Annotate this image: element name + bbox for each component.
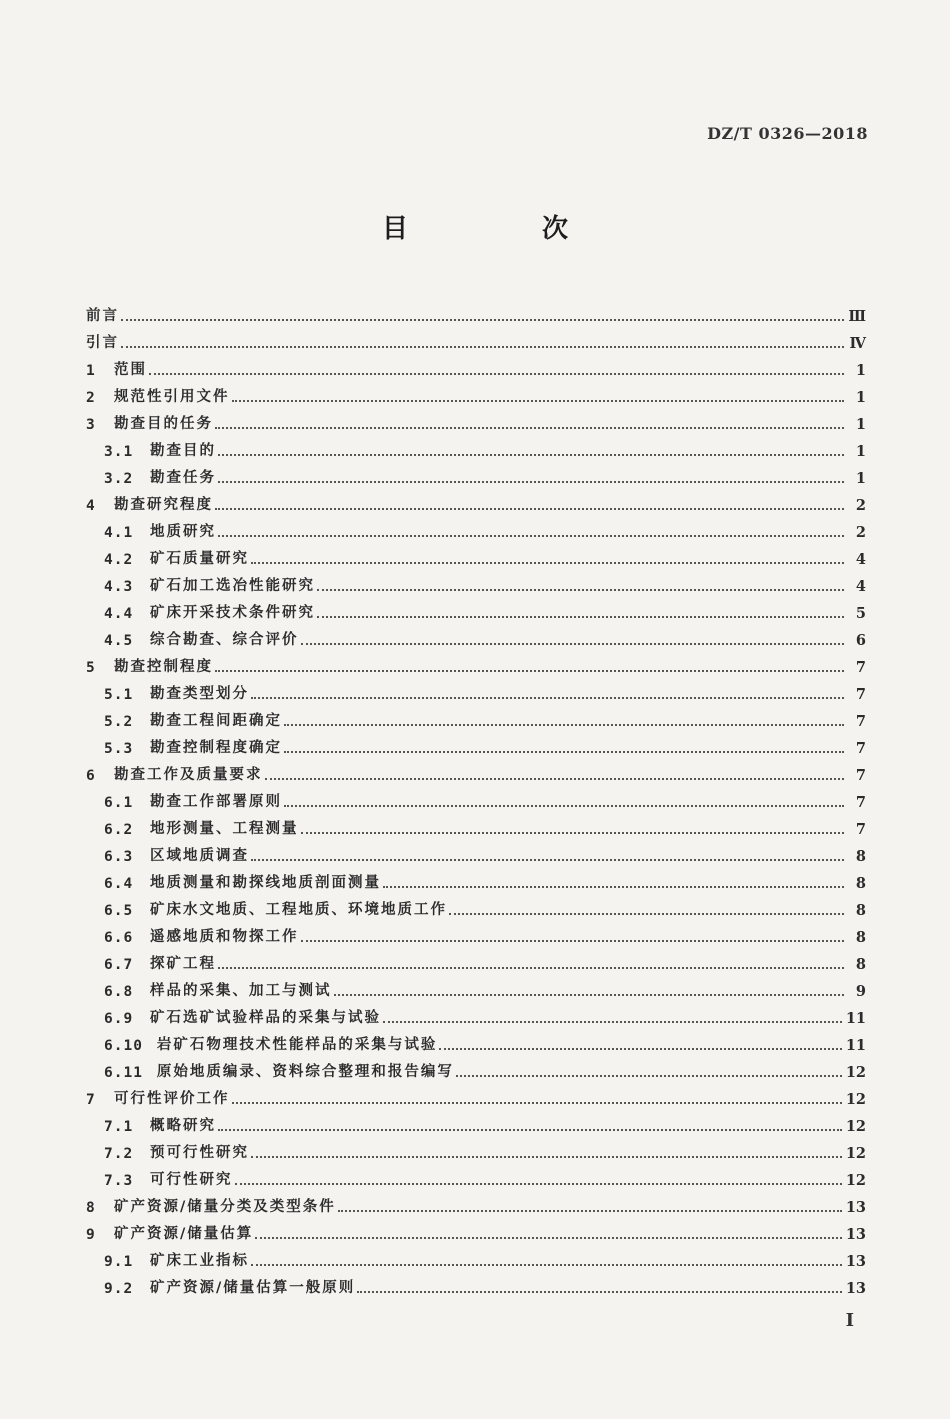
toc-entry-label: 矿产资源/储量分类及类型条件 bbox=[114, 1199, 336, 1215]
toc-dot-leader bbox=[383, 886, 844, 888]
toc-entry-label: 矿石选矿试验样品的采集与试验 bbox=[150, 1010, 381, 1026]
toc-entry[interactable] bbox=[86, 1270, 866, 1297]
toc-entry-number: 3 bbox=[86, 417, 96, 433]
toc-entry-number: 5.2 bbox=[104, 714, 134, 730]
toc-entry-number: 9 bbox=[86, 1227, 96, 1243]
toc-entry[interactable] bbox=[86, 433, 866, 460]
toc-entry-number: 7.2 bbox=[104, 1146, 134, 1162]
toc-entry[interactable] bbox=[86, 1162, 866, 1189]
toc-dot-leader bbox=[251, 859, 844, 861]
toc-entry-number: 8 bbox=[86, 1200, 96, 1216]
standard-code: DZ/T 0326—2018 bbox=[707, 124, 868, 143]
toc-dot-leader bbox=[265, 778, 845, 780]
toc-entry-page: 1 bbox=[855, 443, 866, 460]
toc-entry-number: 4.4 bbox=[104, 606, 134, 622]
toc-entry-label: 勘查研究程度 bbox=[114, 497, 213, 513]
toc-entry-number: 3.2 bbox=[104, 471, 134, 487]
toc-entry-number: 6.9 bbox=[104, 1011, 134, 1027]
toc-entry[interactable] bbox=[86, 784, 866, 811]
toc-entry-page: 12 bbox=[845, 1118, 866, 1135]
toc-entry-number: 4.2 bbox=[104, 552, 134, 568]
toc-dot-leader bbox=[317, 589, 844, 591]
toc-dot-leader bbox=[301, 940, 845, 942]
toc-entry-page: 4 bbox=[855, 551, 866, 568]
toc-entry-label: 矿石加工选冶性能研究 bbox=[150, 578, 315, 594]
toc-entry-number: 2 bbox=[86, 390, 96, 406]
toc-entry-label: 区域地质调查 bbox=[150, 848, 249, 864]
toc-entry-number: 4.3 bbox=[104, 579, 134, 595]
toc-entry-number: 7.1 bbox=[104, 1119, 134, 1135]
toc-entry-page: 7 bbox=[855, 821, 866, 838]
toc-entry-number: 7.3 bbox=[104, 1173, 134, 1189]
toc-entry-page: 7 bbox=[855, 767, 866, 784]
toc-dot-leader bbox=[456, 1075, 842, 1077]
toc-entry[interactable] bbox=[86, 622, 866, 649]
toc-entry-page: 13 bbox=[845, 1226, 866, 1243]
toc-entry-label: 勘查控制程度 bbox=[114, 659, 213, 675]
toc-dot-leader bbox=[338, 1210, 842, 1212]
toc-dot-leader bbox=[251, 1156, 842, 1158]
toc-dot-leader bbox=[301, 643, 845, 645]
toc-entry-page: 7 bbox=[855, 713, 866, 730]
toc-entry-label: 综合勘查、综合评价 bbox=[150, 632, 299, 648]
toc-entry-page: 7 bbox=[855, 659, 866, 676]
toc-entry[interactable] bbox=[86, 406, 866, 433]
page-number: Ⅰ bbox=[845, 1310, 854, 1331]
toc-list bbox=[86, 298, 866, 1297]
toc-entry-label: 概略研究 bbox=[150, 1118, 216, 1134]
toc-entry-label: 引言 bbox=[86, 335, 119, 351]
toc-entry-label: 勘查控制程度确定 bbox=[150, 740, 282, 756]
toc-entry-page: 8 bbox=[855, 929, 866, 946]
toc-entry-number: 6.5 bbox=[104, 903, 134, 919]
toc-entry[interactable] bbox=[86, 730, 866, 757]
toc-dot-leader bbox=[121, 346, 844, 348]
toc-entry[interactable] bbox=[86, 1000, 866, 1027]
toc-entry-label: 矿床工业指标 bbox=[150, 1253, 249, 1269]
toc-entry-page: 13 bbox=[845, 1280, 866, 1297]
toc-entry[interactable] bbox=[86, 298, 866, 325]
toc-dot-leader bbox=[301, 832, 845, 834]
toc-entry-page: 9 bbox=[855, 983, 866, 1000]
toc-entry-page: 2 bbox=[855, 524, 866, 541]
toc-entry-number: 4.1 bbox=[104, 525, 134, 541]
toc-entry-label: 矿床开采技术条件研究 bbox=[150, 605, 315, 621]
toc-entry-label: 勘查任务 bbox=[150, 470, 216, 486]
toc-entry[interactable] bbox=[86, 838, 866, 865]
toc-entry-number: 6.1 bbox=[104, 795, 134, 811]
toc-dot-leader bbox=[284, 805, 844, 807]
toc-dot-leader bbox=[215, 670, 844, 672]
toc-entry-page: 8 bbox=[855, 956, 866, 973]
toc-entry-page: 12 bbox=[845, 1091, 866, 1108]
toc-entry-page: 1 bbox=[855, 416, 866, 433]
toc-entry-page: 1 bbox=[855, 389, 866, 406]
toc-entry-label: 前言 bbox=[86, 308, 119, 324]
toc-entry-page: 12 bbox=[845, 1064, 866, 1081]
toc-entry[interactable] bbox=[86, 1135, 866, 1162]
toc-dot-leader bbox=[232, 1102, 842, 1104]
toc-dot-leader bbox=[449, 913, 844, 915]
toc-entry[interactable] bbox=[86, 541, 866, 568]
toc-entry[interactable] bbox=[86, 595, 866, 622]
toc-entry-label: 勘查目的任务 bbox=[114, 416, 213, 432]
toc-entry[interactable] bbox=[86, 325, 866, 352]
toc-entry-number: 4.5 bbox=[104, 633, 134, 649]
toc-entry-number: 9.1 bbox=[104, 1254, 134, 1270]
toc-dot-leader bbox=[357, 1291, 842, 1293]
toc-entry[interactable] bbox=[86, 1027, 866, 1054]
toc-entry-page: 12 bbox=[845, 1145, 866, 1162]
toc-entry[interactable] bbox=[86, 352, 866, 379]
toc-entry[interactable] bbox=[86, 487, 866, 514]
toc-dot-leader bbox=[284, 751, 844, 753]
toc-entry-label: 岩矿石物理技术性能样品的采集与试验 bbox=[156, 1037, 438, 1053]
toc-entry-label: 勘查工作部署原则 bbox=[150, 794, 282, 810]
toc-entry-page: 6 bbox=[855, 632, 866, 649]
toc-entry[interactable] bbox=[86, 811, 866, 838]
toc-entry[interactable] bbox=[86, 919, 866, 946]
toc-dot-leader bbox=[251, 1264, 842, 1266]
toc-entry[interactable] bbox=[86, 757, 866, 784]
toc-dot-leader bbox=[383, 1021, 842, 1023]
toc-entry-number: 6.10 bbox=[104, 1038, 143, 1054]
toc-entry-label: 矿产资源/储量估算一般原则 bbox=[150, 1280, 356, 1296]
toc-entry-page: 11 bbox=[845, 1010, 866, 1027]
toc-entry-label: 勘查工作及质量要求 bbox=[114, 767, 263, 783]
toc-entry-label: 可行性评价工作 bbox=[114, 1091, 230, 1107]
toc-entry-page: Ⅳ bbox=[849, 335, 866, 352]
toc-entry-number: 6.6 bbox=[104, 930, 134, 946]
toc-entry-label: 规范性引用文件 bbox=[114, 389, 230, 405]
toc-entry-number: 4 bbox=[86, 498, 96, 514]
toc-entry[interactable] bbox=[86, 892, 866, 919]
toc-entry-label: 矿床水文地质、工程地质、环境地质工作 bbox=[150, 902, 447, 918]
toc-entry-label: 预可行性研究 bbox=[150, 1145, 249, 1161]
toc-dot-leader bbox=[121, 319, 844, 321]
toc-entry-page: 2 bbox=[855, 497, 866, 514]
toc-entry-label: 可行性研究 bbox=[150, 1172, 233, 1188]
toc-entry-number: 6.7 bbox=[104, 957, 134, 973]
toc-entry-label: 矿石质量研究 bbox=[150, 551, 249, 567]
toc-entry-number: 6 bbox=[86, 768, 96, 784]
toc-dot-leader bbox=[255, 1237, 842, 1239]
toc-entry-label: 样品的采集、加工与测试 bbox=[150, 983, 332, 999]
toc-entry-label: 地质研究 bbox=[150, 524, 216, 540]
toc-entry-page: 5 bbox=[855, 605, 866, 622]
toc-entry-page: 13 bbox=[845, 1199, 866, 1216]
toc-entry-number: 5.3 bbox=[104, 741, 134, 757]
toc-entry[interactable] bbox=[86, 703, 866, 730]
toc-entry-page: 7 bbox=[855, 740, 866, 757]
toc-entry-page: 11 bbox=[845, 1037, 866, 1054]
toc-entry[interactable] bbox=[86, 460, 866, 487]
toc-dot-leader bbox=[218, 1129, 842, 1131]
toc-entry-number: 7 bbox=[86, 1092, 96, 1108]
toc-entry[interactable] bbox=[86, 973, 866, 1000]
toc-title: 目 次 bbox=[381, 214, 622, 244]
toc-entry-label: 原始地质编录、资料综合整理和报告编写 bbox=[156, 1064, 454, 1080]
toc-entry[interactable] bbox=[86, 649, 866, 676]
toc-entry-number: 9.2 bbox=[104, 1281, 134, 1297]
toc-entry[interactable] bbox=[86, 1054, 866, 1081]
toc-entry-number: 6.3 bbox=[104, 849, 134, 865]
toc-dot-leader bbox=[284, 724, 844, 726]
toc-entry-page: 13 bbox=[845, 1253, 866, 1270]
toc-entry-label: 范围 bbox=[114, 362, 147, 378]
toc-entry[interactable] bbox=[86, 1243, 866, 1270]
toc-entry-page: 12 bbox=[845, 1172, 866, 1189]
toc-dot-leader bbox=[317, 616, 844, 618]
toc-entry[interactable] bbox=[86, 1216, 866, 1243]
toc-entry[interactable] bbox=[86, 568, 866, 595]
toc-dot-leader bbox=[251, 697, 844, 699]
toc-dot-leader bbox=[218, 967, 844, 969]
toc-entry-number: 6.11 bbox=[104, 1065, 143, 1081]
toc-dot-leader bbox=[215, 427, 844, 429]
toc-entry-label: 勘查工程间距确定 bbox=[150, 713, 282, 729]
toc-entry-page: 1 bbox=[855, 470, 866, 487]
toc-entry-label: 地形测量、工程测量 bbox=[150, 821, 299, 837]
toc-entry-label: 探矿工程 bbox=[150, 956, 216, 972]
toc-dot-leader bbox=[232, 400, 845, 402]
toc-entry-label: 遥感地质和物探工作 bbox=[150, 929, 299, 945]
toc-dot-leader bbox=[235, 1183, 842, 1185]
toc-entry-page: Ⅲ bbox=[848, 308, 866, 325]
toc-dot-leader bbox=[439, 1048, 841, 1050]
toc-entry-number: 3.1 bbox=[104, 444, 134, 460]
toc-entry[interactable] bbox=[86, 379, 866, 406]
toc-entry-number: 5.1 bbox=[104, 687, 134, 703]
toc-dot-leader bbox=[334, 994, 845, 996]
toc-dot-leader bbox=[149, 373, 844, 375]
toc-entry-label: 矿产资源/储量估算 bbox=[114, 1226, 254, 1242]
toc-dot-leader bbox=[215, 508, 844, 510]
toc-entry[interactable] bbox=[86, 1189, 866, 1216]
toc-entry-number: 1 bbox=[86, 363, 96, 379]
toc-dot-leader bbox=[218, 454, 844, 456]
toc-entry[interactable] bbox=[86, 514, 866, 541]
toc-entry[interactable] bbox=[86, 946, 866, 973]
toc-dot-leader bbox=[251, 562, 844, 564]
toc-dot-leader bbox=[218, 481, 844, 483]
toc-entry-page: 7 bbox=[855, 794, 866, 811]
toc-entry[interactable] bbox=[86, 865, 866, 892]
toc-entry[interactable] bbox=[86, 676, 866, 703]
toc-entry-page: 8 bbox=[855, 875, 866, 892]
toc-dot-leader bbox=[218, 535, 844, 537]
toc-entry-label: 勘查目的 bbox=[150, 443, 216, 459]
toc-entry-label: 勘查类型划分 bbox=[150, 686, 249, 702]
toc-entry[interactable] bbox=[86, 1081, 866, 1108]
toc-entry-page: 4 bbox=[855, 578, 866, 595]
toc-entry-page: 8 bbox=[855, 902, 866, 919]
toc-entry-page: 1 bbox=[855, 362, 866, 379]
toc-entry-label: 地质测量和勘探线地质剖面测量 bbox=[150, 875, 381, 891]
toc-entry-page: 7 bbox=[855, 686, 866, 703]
toc-entry[interactable] bbox=[86, 1108, 866, 1135]
toc-entry-number: 6.2 bbox=[104, 822, 134, 838]
toc-entry-page: 8 bbox=[855, 848, 866, 865]
toc-entry-number: 5 bbox=[86, 660, 96, 676]
toc-entry-number: 6.8 bbox=[104, 984, 134, 1000]
toc-entry-number: 6.4 bbox=[104, 876, 134, 892]
